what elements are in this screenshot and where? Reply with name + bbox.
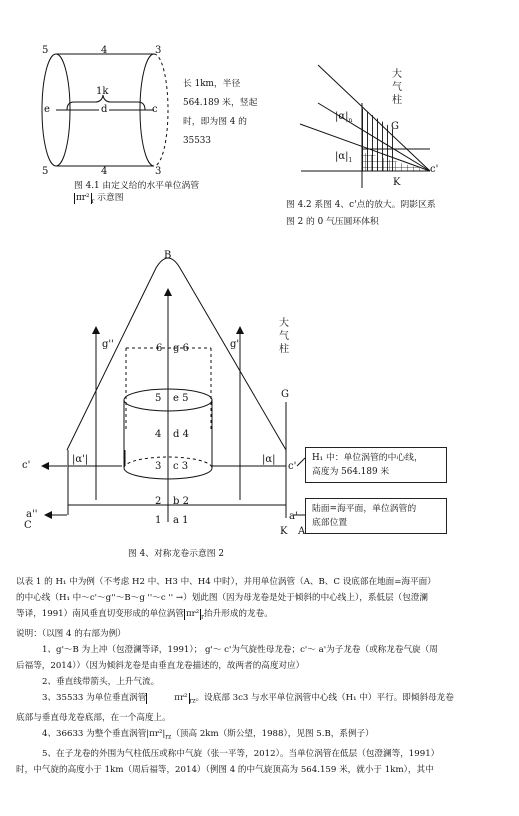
item-3-cont: 底部与垂直母龙卷底部，在一个高度上。 (16, 713, 171, 724)
fig42-caption: 图 4.2 系图 4、c'点的放大。阴影区系 图 2 的 0 气压圆环体积 (286, 200, 436, 227)
item-5-cont: 时，中气旋的高度小于 1km（周后福等，2014）（例图 4 的中气旋顶高为 564.159 米，就小于 1km），其中 (16, 765, 434, 776)
fig4-ground-annotation-box: 陆面=海平面，单位涡管的 底部位置 (305, 498, 447, 534)
fig4-label-G: G (281, 389, 289, 400)
fig42-alpha-n: $|\alpha|_n$ (335, 111, 353, 124)
fig41-label-4-bottom: 4 (101, 166, 108, 177)
fig41-label-e: e (44, 104, 50, 115)
fig4-level-5-right: e 5 (173, 393, 189, 404)
item-3: 3、35533 为单位垂直涡管 πr² $_{rz}$。设底部 3c3 与水平单位涡管中心线（H₁ 中）平行。即倾斜母龙卷 (42, 693, 454, 706)
fig41-label-5-top: 5 (42, 45, 49, 56)
fig4-label-B: B (164, 250, 172, 261)
fig4-level-3-left: 3 (155, 461, 162, 472)
fig4-alpha-left: |α'| (72, 454, 89, 465)
fig4-level-1-left: 1 (155, 515, 162, 526)
fig4-label-a-left: a'' (26, 509, 38, 520)
fig42-atmosphere-column-label: 大 气 柱 (392, 69, 402, 106)
fig4-label-g-prime: g' (230, 339, 240, 350)
fig42-label-c: c' (430, 164, 439, 175)
fig4-label-C: C (24, 520, 32, 531)
fig41-label-d: d (101, 104, 108, 115)
item-1-cont: 后福等，2014））（因为倾斜龙卷是由垂直龙卷描述的，故两者的高度对应） (16, 661, 305, 672)
fig4-level-6-right: g 6 (173, 343, 189, 354)
note-heading: 说明：（以图 4 的右部为例） (16, 629, 126, 639)
fig4-level-3-right: c 3 (173, 461, 189, 472)
fig4-level-4-left: 4 (155, 429, 162, 440)
fig42-label-G: G (391, 121, 399, 132)
fig4-level-2-right: b 2 (173, 496, 189, 507)
fig4-level-5-left: 5 (155, 393, 162, 404)
item-2: 2、垂直线带箭头，上升气流。 (42, 677, 160, 688)
fig4-level-4-right: d 4 (173, 429, 189, 440)
item-1: 1、g'～B 为上冲（包澄澜等译，1991）； g'～ c'为气旋性母龙卷；c'～ a'为子龙卷（或称龙卷气旋（周 (42, 645, 438, 656)
fig4-level-1-right: a 1 (173, 515, 189, 526)
fig4-level-2-left: 2 (155, 496, 162, 507)
fig4-level-6-left: 6 (156, 343, 163, 354)
fig42-label-K: K (393, 177, 401, 188)
fig4-label-c-right: c' (288, 461, 297, 472)
tornado-schematic (45, 258, 305, 522)
fig41-label-3-bottom: 3 (155, 166, 162, 177)
paragraph-1: 以表 1 的 H₁ 中为例（不考虑 H2 中、H3 中、H4 中时），并用单位涡管（A、B、C 设底部在地面=海平面） (16, 577, 436, 587)
item-4: 4、36633 为整个垂直涡管$|\pi r^2|_{rz}$（顶高 2km（斯公望，1988），见图 5.B，系例子） (42, 729, 374, 741)
item-5: 5、在子龙卷的外围为气柱低压或称中气旋（张一平等，2012）。当单位涡管在低层（包澄澜等，1991） (42, 749, 440, 760)
fig4-atmosphere-column-label: 大 气 柱 (279, 318, 289, 355)
fig41-label-1k: 1k (96, 86, 109, 97)
paragraph-1-end: 等译，1991）南风垂直切变形成的单位涡管 πr² $_r$抬升形成的龙卷。 (16, 609, 273, 621)
fig41-label-3-top: 3 (155, 45, 162, 56)
zoom-diagram (300, 65, 438, 188)
fig41-label-5-bottom: 5 (42, 166, 49, 177)
fig41-side-text: 长 1km，半径 564.189 米，竖起 时，即为图 4 的 35533 (183, 79, 258, 146)
unit-vortex-formula: πr² (76, 192, 90, 203)
body-text (16, 574, 508, 778)
fig4-label-a-right: a' (289, 511, 298, 522)
fig41-label-4-top: 4 (101, 45, 108, 56)
fig4-h1-annotation-box: H₁ 中：单位涡管的中心线， 高度为 564.189 米 (305, 447, 447, 483)
fig4-alpha-right: |α| (262, 454, 276, 465)
fig4-label-A: A (298, 526, 306, 537)
fig41-caption: 图 4.1 由定义给的水平单位涡管 πr² $_r$ 示意图 (74, 181, 200, 205)
fig4-caption: 图 4、对称龙卷示意图 2 (128, 549, 224, 559)
fig4-label-c-left: c' (22, 460, 31, 471)
paragraph-1-cont: 的中心线（H₁ 中～c'～g''～B～g ''～c '' →）划此图（因为母龙卷是处于倾斜的中心线上），系低层（包澄澜 (16, 593, 428, 604)
fig4-label-K: K (280, 526, 288, 537)
fig41-label-c: c (152, 104, 158, 115)
fig42-alpha-1: $|\alpha|_1$ (335, 151, 353, 164)
fig4-label-g-double: g'' (102, 339, 114, 350)
